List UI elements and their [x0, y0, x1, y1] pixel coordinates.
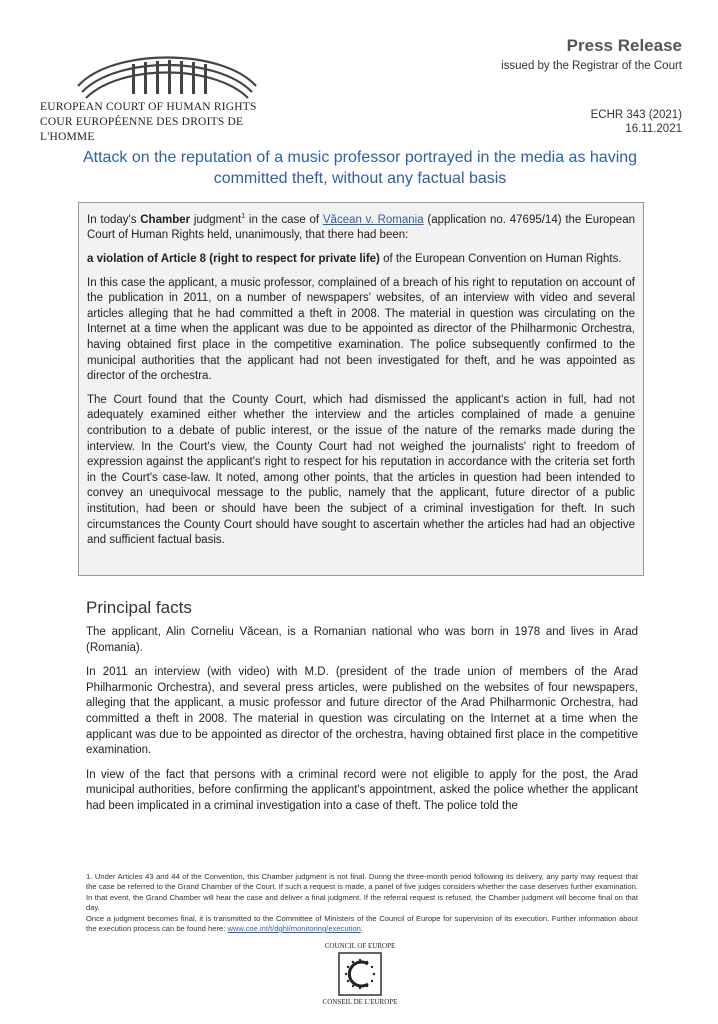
- execution-link[interactable]: www.coe.int/t/dghl/monitoring/execution: [227, 924, 361, 934]
- text: (application no. 47695/14) the European Court of Human Rights held, unanimously, that there had been:: [87, 213, 635, 242]
- footnote: [86, 872, 638, 934]
- court-logo-block: [40, 38, 280, 145]
- footnote-marker[interactable]: 1: [241, 213, 246, 220]
- facts-paragraph-3: In view of the fact that persons with a criminal record were not eligible to apply for the post, the Arad municipal authorities, before confirming the applicant's appointment, asked the police whether the applicant had been implicated in a criminal investigation into a case of theft. The police told the: [86, 768, 638, 812]
- issued-by: issued by the Registrar of the Court: [501, 60, 682, 72]
- summary-box: [78, 202, 644, 576]
- text: of the European Convention on Human Rights.: [379, 253, 622, 266]
- summary-paragraph-4: The Court found that the County Court, which had dismissed the applicant's action in full, had not adequately examined either whether the interview and the articles complained of made a genuine contribution to a debate of public interest, or the issue of the nature of the remarks made during the interview. In the Court's view, the County Court had not weighed the journalists' right to freedom of expression against the applicant's right to respect for his reputation in accordance with the criteria set forth in the Court's case-law. It noted, among other points, that the articles in question had been intended to convey an unequivocal message to the public, namely that the applicant, future director of a public institution, had been or should have been the subject of a criminal investigation for theft. In such circumstances the County Court should have sought to ascertain whether the articles had had an objective and sufficient factual basis.: [87, 393, 635, 547]
- summary-paragraph-3: In this case the applicant, a music professor, complained of a breach of his right to reputation on account of the publication in 2011, on a number of newspapers' websites, of an interview with video and several articles alleging that he had committed a theft in 2008. The material in question was circulating on the Internet at a time when the applicant was due to be appointed as director of the Philharmonic Orchestra, having obtained first place in the competitive examination. The police subsequently confirmed to the municipal authorities that the applicant had not been investigated for theft, and he was appointed as director of the orchestra.: [87, 276, 635, 383]
- release-date: 16.11.2021: [625, 123, 682, 135]
- text: judgment: [190, 213, 242, 226]
- chamber-bold: Chamber: [140, 213, 191, 226]
- summary-paragraph-2: [87, 252, 635, 268]
- reference-block: [591, 108, 682, 136]
- violation-bold: a violation of Article 8 (right to respect for private life): [87, 253, 380, 266]
- court-building-icon: [72, 38, 262, 100]
- coe-name-en: COUNCIL OF EUROPE: [324, 942, 396, 950]
- facts-paragraph-1: The applicant, Alin Corneliu Văcean, is a Romanian national who was born in 1978 and lives in Arad (Romania).: [86, 626, 638, 654]
- court-name-fr: COUR EUROPÉENNE DES DROITS DE L'HOMME: [40, 116, 244, 143]
- court-name-en: EUROPEAN COURT OF HUMAN RIGHTS: [40, 101, 257, 113]
- facts-paragraph-2: In 2011 an interview (with video) with M.D. (president of the trade union of members of the Arad Philharmonic Orchestra), and several press articles, were published on the websites of four newspapers, alleging that the applicant, a music professor and future director of the Arad Philharmonic Orchestra, had committed a theft in 2008. The material in question was circulating on the Internet at a time when the applicant was due to be appointed as director of the orchestra, having obtained first place in the competitive examination.: [86, 666, 638, 757]
- headline: Attack on the reputation of a music professor portrayed in the media as having committed theft, without any factual basis: [82, 149, 638, 187]
- text: Once a judgment becomes final, it is transmitted to the Committee of Ministers of the Council of Europe for supervision of its execution. Further information about the execution process can be found here:: [86, 913, 638, 934]
- reference-number: ECHR 343 (2021): [590, 109, 682, 121]
- footnote-text-1: 1. Under Articles 43 and 44 of the Convention, this Chamber judgment is not final. During the three-month period following its delivery, any party may request that the case be referred to the Grand Chamber of the Court. If such a request is made, a panel of five judges considers whether the case deserves further examination. In that event, the Grand Chamber will hear the case and deliver a final judgment. If the referral request is refused, the Chamber judgment will become final on that day.: [86, 872, 638, 913]
- text: .: [360, 924, 363, 934]
- case-link[interactable]: Văcean v. Romania: [322, 213, 424, 226]
- summary-paragraph-1: [87, 209, 635, 244]
- text: In today's: [87, 213, 141, 226]
- text: in the case of: [245, 213, 323, 226]
- principal-facts-body: [86, 625, 638, 824]
- council-of-europe-logo: [300, 942, 420, 1006]
- footnote-text-2: [86, 914, 638, 935]
- press-release-title: Press Release: [566, 36, 682, 55]
- council-of-europe-emblem-icon: [338, 952, 382, 996]
- coe-name-fr: CONSEIL DE L'EUROPE: [322, 998, 398, 1006]
- section-heading-principal-facts: Principal facts: [86, 598, 192, 617]
